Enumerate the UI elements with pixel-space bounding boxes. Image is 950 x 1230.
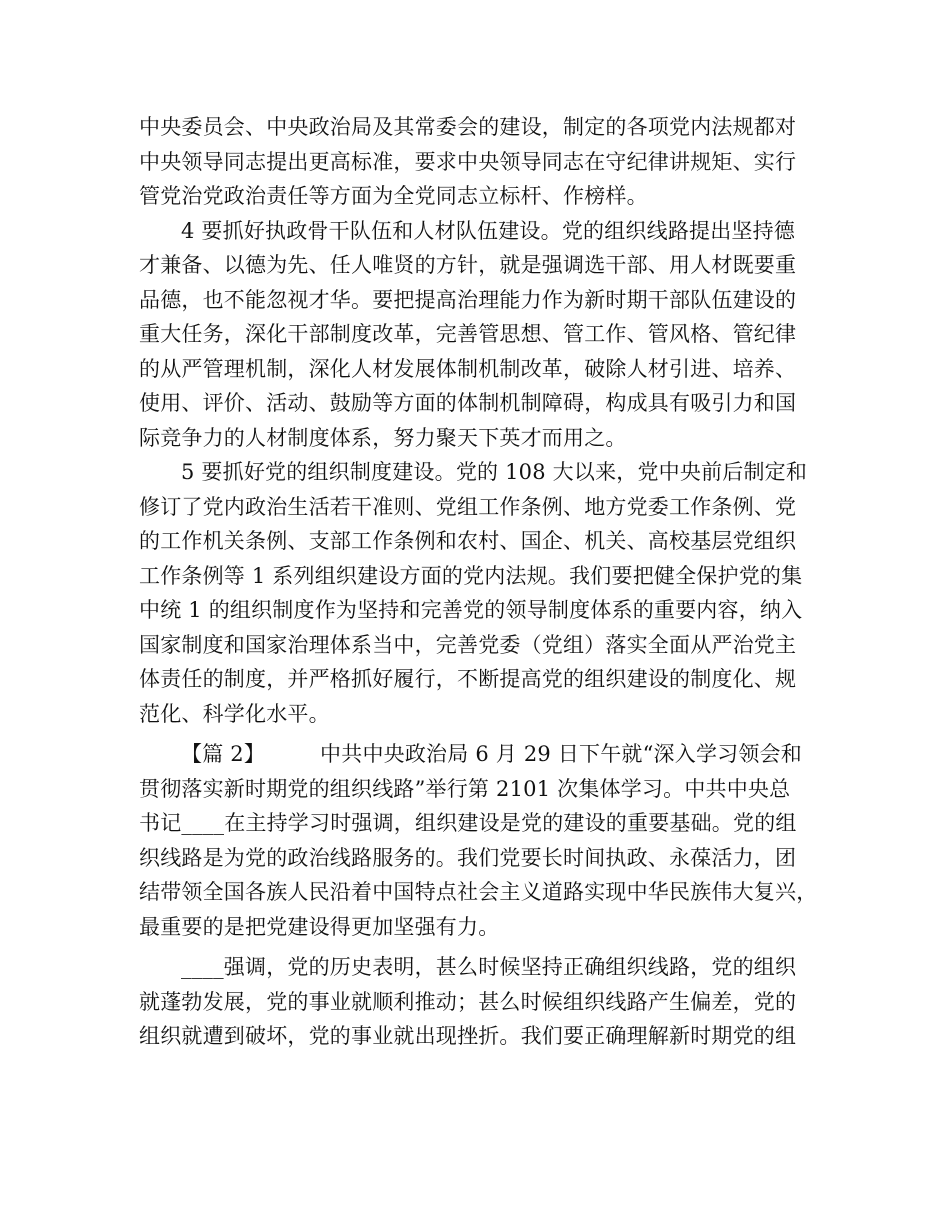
text-line: 际竞争力的人材制度体系，努力聚天下英才而用之。 (139, 425, 627, 450)
text-line: 管党治党政治责任等方面为全党同志立标杆、作榜样。 (139, 184, 648, 208)
text-line: 就蓬勃发展，党的事业就顺利推动；甚么时候组织线路产生偏差，党的 (139, 989, 797, 1014)
paragraph-start-line: 4 要抓好执政骨干队伍和人材队伍建设。党的组织线路提出坚持德 (181, 218, 796, 243)
text-line: 修订了党内政治生活若干准则、党组工作条例、地方党委工作条例、党 (139, 494, 797, 519)
text-line: 结带领全国各族人民沿着中国特点社会主义道路实现中华民族伟大复兴， (139, 880, 818, 904)
text-line: 的从严管理机制，深化人材发展体制机制改革，破除人材引进、培养、 (139, 356, 797, 381)
text-line: 范化、科学化水平。 (139, 701, 330, 726)
paragraph-start-line: 5 要抓好党的组织制度建设。党的 108 大以来，党中央前后制定和 (181, 460, 808, 484)
text-line: 织线路是为党的政治线路服务的。我们党要长时间执政、永葆活力，团 (139, 845, 797, 870)
text-line: 的工作机关条例、支部工作条例和农村、国企、机关、高校基层党组织 (139, 529, 797, 553)
paragraph-start-line: ____强调，党的历史表明，甚么时候坚持正确组织线路，党的组织 (181, 955, 797, 979)
text-line: 国家制度和国家治理体系当中，完善党委（党组）落实全面从严治党主 (139, 632, 797, 657)
text-line: 中央委员会、中央政治局及其常委会的建设，制定的各项党内法规都对 (139, 115, 797, 139)
document-body (139, 110, 829, 1054)
text-line: 最重要的是把党建设得更加坚强有力。 (139, 914, 500, 939)
text-line: 组织就遭到破坏，党的事业就出现挫折。我们要正确理解新时期党的组 (139, 1024, 797, 1048)
text-line: 中统 1 的组织制度作为坚持和完善党的领导制度体系的重要内容，纳入 (139, 598, 803, 622)
text-line: 工作条例等 1 系列组织建设方面的党内法规。我们要把健全保护党的集 (139, 563, 803, 588)
text-line: 体责任的制度，并严格抓好履行，不断提高党的组织建设的制度化、规 (139, 667, 797, 691)
text-line: 贯彻落实新时期党的组织线路”举行第 2101 次集体学习。中共中央总 (139, 776, 791, 801)
text-line: 重大任务，深化干部制度改革，完善管思想、管工作、管风格、管纪律 (139, 322, 797, 346)
section-heading-line: 【篇 2】 中共中央政治局 6 月 29 日下午就“深入学习领会和 (181, 742, 802, 766)
text-line: 才兼备、以德为先、任人唯贤的方针，就是强调选干部、用人材既要重 (139, 253, 797, 277)
text-line: 品德，也不能忽视才华。要把提高治理能力作为新时期干部队伍建设的 (139, 287, 797, 312)
text-line: 使用、评价、活动、鼓励等方面的体制机制障碍，构成具有吸引力和国 (139, 391, 797, 415)
text-line: 书记____在主持学习时强调，组织建设是党的建设的重要基础。党的组 (139, 811, 797, 835)
text-line: 中央领导同志提出更高标准，要求中央领导同志在守纪律讲规矩、实行 (139, 149, 797, 174)
